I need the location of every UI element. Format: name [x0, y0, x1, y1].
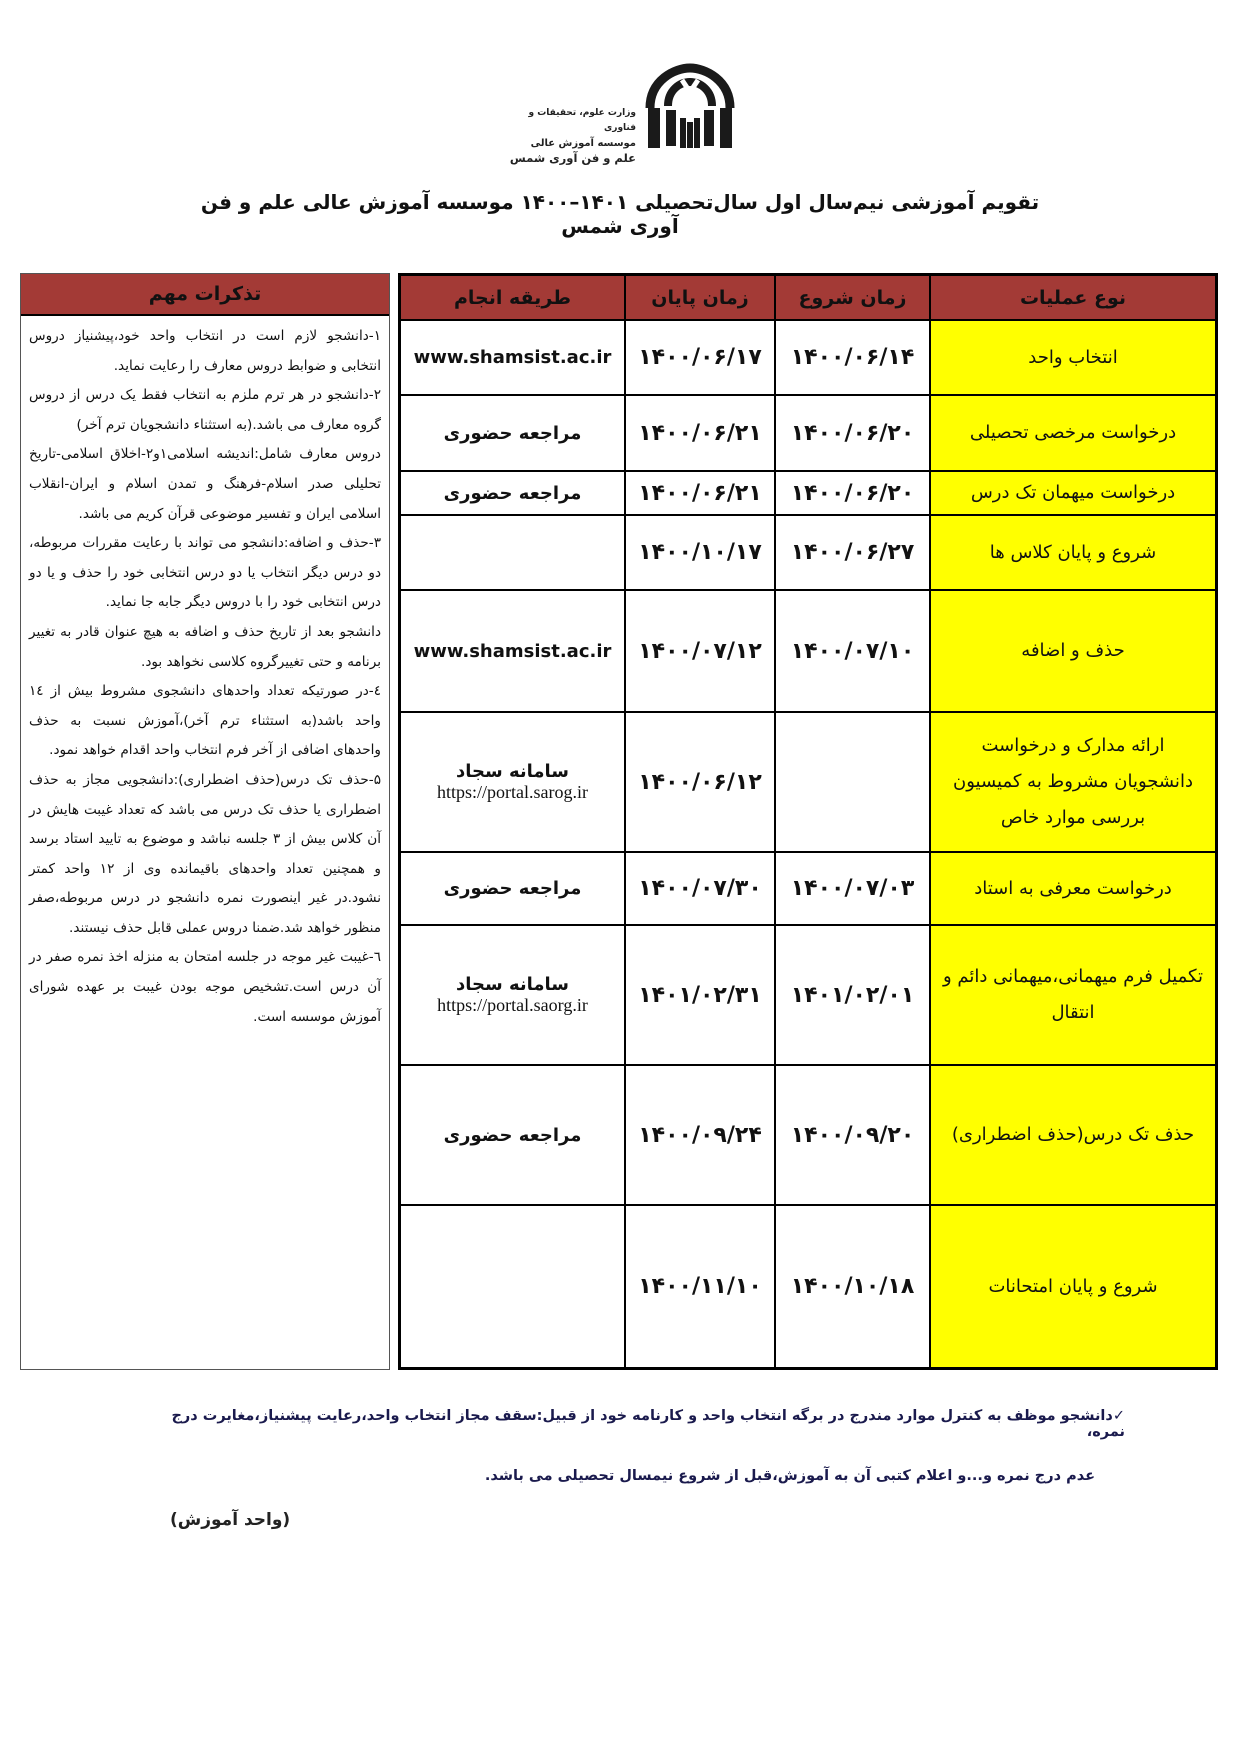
schedule-table [398, 273, 1218, 1370]
logo-name-text: علم و فن آوری شمس [509, 151, 636, 165]
row-method [401, 591, 626, 711]
logo-institute-text: موسسه آموزش عالی [530, 138, 636, 149]
notes-body [29, 322, 381, 1032]
header-start: زمان شروع [776, 276, 931, 319]
table-row [401, 472, 1215, 516]
method-website[interactable]: www.shamsist.ac.ir [413, 347, 612, 368]
row-operation: حذف و اضافه [931, 591, 1215, 711]
footer-text-1: دانشجو موظف به کنترل موارد مندرج در برگه انتخاب واحد و کارنامه خود از قبیل:سقف مجاز انتخاب واحد،رعایت پیشنیاز،مغایرت درج نمره، [171, 1408, 1125, 1440]
note-paragraph: ۱-دانشجو لازم است در انتخاب واحد خود،پیشنیاز دروس انتخابی و ضوابط دروس معارف را رعایت نماید. [29, 328, 381, 374]
method-website[interactable]: www.shamsist.ac.ir [413, 640, 612, 662]
row-method [401, 713, 626, 851]
row-end: ۱۴۰۰/۱۰/۱۷ [626, 516, 776, 589]
row-operation: حذف تک درس(حذف اضطراری) [931, 1066, 1215, 1204]
row-operation: ارائه مدارک و درخواست دانشجویان مشروط به کمیسیون بررسی موارد خاص [931, 713, 1215, 851]
table-row [401, 926, 1215, 1066]
note-paragraph: ۵-حذف تک درس(حذف اضطراری):دانشجویی مجاز به حذف اضطراری یا حذف تک درس می باشد که تعداد غیبت هایش در آن کلاس بیش از ۳ جلسه نباشد و موضوع به تایید استاد برسد و همچنین تعداد واحدهای باقیمانده وی از ۱۲ واحد کمتر نشود.در غیر اینصورت نمره دانشجو در درس مربوطه،صفر منظور خواهد شد.ضمنا دروس عملی قابل حذف نیستند. [29, 771, 381, 936]
row-method [401, 321, 626, 394]
note-paragraph: ٤-در صورتیکه تعداد واحدهای دانشجوی مشروط بیش از ١٤ واحد باشد(به استثناء ترم آخر)،آموزش نسبت به حذف واحدهای اضافی از آخر فرم انتخاب واحد اقدام خواهد نمود. [29, 683, 381, 759]
note-paragraph: دانشجو بعد از تاریخ حذف و اضافه به هیچ عنوان قادر به تغییر برنامه و حتی تغییرگروه کلاسی نخواهد بود. [29, 623, 381, 670]
row-end: ۱۴۰۰/۰۷/۳۰ [626, 853, 776, 924]
footer-note-line1 [150, 1408, 1125, 1440]
row-operation: تکمیل فرم میهمانی،میهمانی دائم و انتقال [931, 926, 1215, 1064]
row-end: ۱۴۰۰/۰۶/۱۲ [626, 713, 776, 851]
row-operation: انتخاب واحد [931, 321, 1215, 394]
row-end: ۱۴۰۰/۰۶/۲۱ [626, 472, 776, 514]
method-label: سامانه سجاد [456, 974, 569, 995]
note-paragraph: دروس معارف شامل:اندیشه اسلامی۱و۲-اخلاق اسلامی-تاریخ تحلیلی صدر اسلام-فرهنگ و تمدن اسلام و ایران-انقلاب اسلامی ایران و تفسیر موضوعی قرآن کریم می باشد. [29, 446, 381, 522]
institute-logo [500, 62, 740, 165]
row-start: ۱۴۰۰/۰۹/۲۰ [776, 1066, 931, 1204]
row-method [401, 926, 626, 1064]
footer-note-line2: عدم درج نمره و...و اعلام کتبی آن به آموزش،قبل از شروع نیمسال تحصیلی می باشد. [484, 1468, 1095, 1484]
note-paragraph: ٦-غیبت غیر موجه در جلسه امتحان به منزله اخذ نمره صفر در آن درس است.تشخیص موجه بودن غیبت بر عهده شورای آموزش موسسه است. [29, 949, 381, 1025]
row-start: ۱۴۰۰/۰۷/۱۰ [776, 591, 931, 711]
signature-unit: (واحد آموزش) [170, 1510, 291, 1530]
table-row [401, 1206, 1215, 1367]
row-method: مراجعه حضوری [401, 853, 626, 924]
row-start: ۱۴۰۰/۰۷/۰۳ [776, 853, 931, 924]
row-operation: درخواست مرخصی تحصیلی [931, 396, 1215, 470]
row-start [776, 713, 931, 851]
table-row [401, 516, 1215, 591]
notes-header: تذکرات مهم [21, 274, 389, 316]
row-end: ۱۴۰۰/۰۹/۲۴ [626, 1066, 776, 1204]
method-label: سامانه سجاد [456, 761, 569, 782]
row-start: ۱۴۰۰/۰۶/۲۷ [776, 516, 931, 589]
row-start: ۱۴۰۱/۰۲/۰۱ [776, 926, 931, 1064]
header-operation: نوع عملیات [931, 276, 1215, 319]
row-end: ۱۴۰۰/۱۱/۱۰ [626, 1206, 776, 1367]
method-url[interactable]: https://portal.saorg.ir [437, 995, 588, 1015]
row-method: مراجعه حضوری [401, 396, 626, 470]
important-notes-panel [20, 273, 390, 1370]
row-start: ۱۴۰۰/۰۶/۲۰ [776, 472, 931, 514]
row-operation: شروع و پایان امتحانات [931, 1206, 1215, 1367]
row-start: ۱۴۰۰/۱۰/۱۸ [776, 1206, 931, 1367]
table-row [401, 396, 1215, 472]
table-row [401, 1066, 1215, 1206]
row-end: ۱۴۰۱/۰۲/۳۱ [626, 926, 776, 1064]
table-row [401, 853, 1215, 926]
row-method [401, 516, 626, 589]
row-method: مراجعه حضوری [401, 1066, 626, 1204]
table-row [401, 321, 1215, 396]
header-method: طریقه انجام [401, 276, 626, 319]
row-operation: درخواست میهمان تک درس [931, 472, 1215, 514]
logo-ministry-text: وزارت علوم، تحقیقات و فناوری [528, 108, 636, 133]
table-row [401, 591, 1215, 713]
method-url[interactable]: https://portal.sarog.ir [437, 782, 588, 802]
row-end: ۱۴۰۰/۰۶/۱۷ [626, 321, 776, 394]
schedule-table-header [401, 276, 1215, 321]
table-row [401, 713, 1215, 853]
row-method: مراجعه حضوری [401, 472, 626, 514]
note-paragraph: ۳-حذف و اضافه:دانشجو می تواند با رعایت مقررات مربوطه، دو درس دیگر انتخاب یا دو درس انتخابی خود را حذف و یا دو درس انتخابی خود را با دروس دیگر جابه جا نماید. [29, 535, 381, 611]
row-operation: درخواست معرفی به استاد [931, 853, 1215, 924]
row-method [401, 1206, 626, 1367]
shams-emblem-icon [640, 62, 740, 154]
row-operation: شروع و پایان کلاس ها [931, 516, 1215, 589]
check-icon: ✓ [1112, 1408, 1125, 1424]
row-start: ۱۴۰۰/۰۶/۱۴ [776, 321, 931, 394]
row-start: ۱۴۰۰/۰۶/۲۰ [776, 396, 931, 470]
page-title: تقویم آموزشی نیم‌سال اول سال‌تحصیلی ۱۴۰۱–۱۴۰۰ موسسه آموزش عالی علم و فن آوری شمس [200, 190, 1040, 238]
note-paragraph: ۲-دانشجو در هر ترم ملزم به انتخاب فقط یک درس از دروس گروه معارف می باشد.(به استثناء دانشجویان ترم آخر) [29, 387, 381, 433]
row-end: ۱۴۰۰/۰۷/۱۲ [626, 591, 776, 711]
row-end: ۱۴۰۰/۰۶/۲۱ [626, 396, 776, 470]
header-end: زمان پایان [626, 276, 776, 319]
